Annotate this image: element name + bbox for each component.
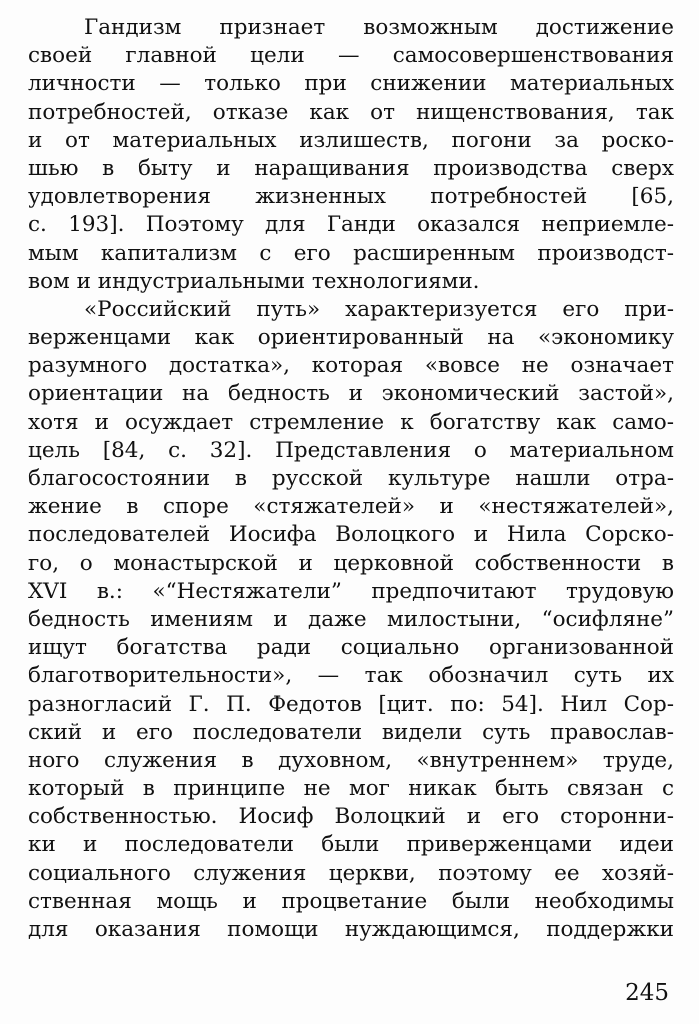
text-line: цель [84, с. 32]. Представления о материальном [28, 437, 674, 463]
text-line: XVI в.: «“Нестяжатели” предпочитают трудовую [28, 578, 674, 604]
text-line: социального служения церкви, поэтому ее хозяй- [28, 860, 674, 886]
text-line: го, о монастырской и церковной собственности в [28, 550, 674, 576]
text-line: разумного достатка», которая «вовсе не означает [28, 353, 674, 379]
text-line: удовлетворения жизненных потребностей [65, [28, 184, 674, 210]
text-line: «Российский путь» характеризуется его при- [84, 296, 674, 322]
text-line: жение в споре «стяжателей» и «нестяжателей», [28, 494, 674, 520]
text-line: личности — только при снижении материальных [28, 71, 674, 97]
text-line: мым капитализм с его расширенным производст- [28, 240, 674, 266]
text-line: ский и его последователи видели суть православ- [28, 719, 674, 745]
page-number: 245 [625, 980, 669, 1006]
text-line: вом и индустриальными технологиями. [28, 268, 480, 294]
text-line: ственная мощь и процветание были необходимы [28, 888, 674, 914]
text-line: собственностью. Иосиф Волоцкий и его сторонни- [28, 804, 674, 830]
text-line: ки и последователи были приверженцами идеи [28, 832, 674, 858]
text-line: Гандизм признает возможным достижение [84, 15, 674, 40]
text-line: своей главной цели — самосовершенствования [28, 43, 674, 69]
text-line: благотворительности», — так обозначил суть их [28, 663, 674, 689]
text-line: разногласий Г. П. Федотов [цит. по: 54]. Нил Сор- [28, 691, 674, 717]
paragraph-2 [28, 296, 674, 944]
text-line: верженцами как ориентированный на «экономику [28, 325, 674, 351]
text-line: с. 193]. Поэтому для Ганди оказался неприемле- [28, 212, 674, 238]
text-line: хотя и осуждает стремление к богатству как само- [28, 409, 674, 435]
text-line: шью в быту и наращивания производства сверх [28, 155, 674, 181]
text-line: благосостоянии в русской культуре нашли отра- [28, 466, 674, 491]
text-line: ного служения в духовном, «внутреннем» труде, [28, 747, 674, 773]
text-line: ориентации на бедность и экономический застой», [28, 381, 674, 407]
text-line: и от материальных излишеств, погони за роско- [28, 127, 674, 153]
paragraph-1 [28, 14, 674, 296]
text-line: бедность имениям и даже милостыни, “осифляне” [28, 606, 674, 632]
text-line: последователей Иосифа Волоцкого и Нила Сорско- [28, 522, 674, 548]
body-text [28, 14, 674, 944]
text-line: для оказания помощи нуждающимся, поддержки [28, 917, 674, 942]
text-line: потребностей, отказе как от нищенствования, так [28, 99, 674, 125]
text-line: ищут богатства ради социально организованной [28, 635, 674, 661]
text-line: который в принципе не мог никак быть связан с [28, 776, 674, 802]
